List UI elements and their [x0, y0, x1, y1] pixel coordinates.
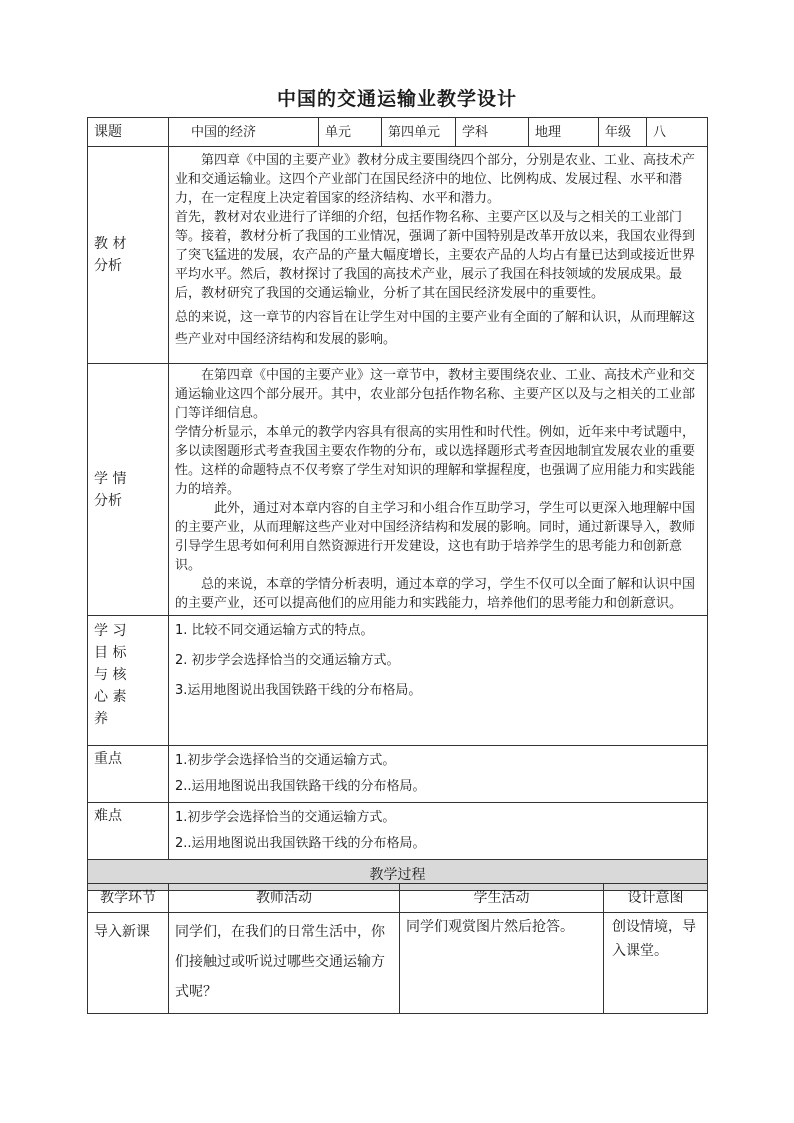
subject-value: 地理: [529, 118, 599, 147]
topic-value: 中国的经济: [169, 118, 319, 147]
objectives-label-5: 养: [94, 711, 108, 727]
key-points-row: [88, 746, 708, 803]
learner-analysis-label-2: 分析: [94, 492, 122, 509]
lesson-plan-table: [87, 117, 708, 891]
document-title: 中国的交通运输业教学设计: [276, 88, 517, 110]
grade-label: 年级: [599, 118, 647, 147]
process-table: [87, 883, 708, 1014]
material-analysis-p2: 首先，教材对农业进行了详细的介绍，包括作物名称、主要产区以及与之相关的工业部门等。接着，教材分析了我国的工业情况，强调了新中国特别是改革开放以来，我国农业得到了突飞猛进的发展，农产品的产量大幅度增长，主要农产品的人均占有量已达到或接近世界平均水平。然后，教材探讨了我国的高技术产业，展示了我国在科技领域的发展成果。最后，教材研究了我国的交通运输业，分析了其在国民经济发展中的重要性。: [175, 210, 696, 301]
learner-analysis-p3: 此外，通过对本章内容的自主学习和小组合作互助学习，学生可以更深入地理解中国的主要产业，从而理解这些产业对中国经济结构和发展的影响。同时，通过新课导入，教师引导学生思考如何利用自然资源进行开发建设，这也有助于培养学生的思考能力和创新意识。: [175, 501, 696, 573]
material-analysis-label-2: 分析: [94, 258, 122, 274]
key-points-label: 重点: [88, 746, 169, 803]
difficult-point-1: 1.初步学会选择恰当的交通运输方式。: [175, 810, 396, 825]
process-row: [88, 913, 708, 1014]
key-point-2: 2..运用地图说出我国铁路干线的分布格局。: [175, 779, 426, 794]
objective-item-1: 1. 比较不同交通运输方式的特点。: [175, 623, 374, 638]
learner-analysis-label-1: 学 情: [94, 470, 127, 487]
material-analysis-p3: 总的来说，这一章节的内容旨在让学生对中国的主要产业有全面的了解和认识，从而理解这些产业对中国经济结构和发展的影响。: [175, 310, 696, 347]
difficult-points-row: [88, 803, 708, 860]
learner-analysis-p2: 学情分析显示，本单元的教学内容具有很高的实用性和时代性。例如，近年来中考试题中，多以读图题形式考查我国主要农作物的分布，或以选择题形式考查因地制宜发展农业的重要性。这样的命题特点不仅考察了学生对知识的理解和掌握程度，也强调了应用能力和实践能力的培养。: [175, 425, 696, 497]
objectives-label-1: 学 习: [94, 623, 127, 639]
col-header-stage: 教学环节: [88, 884, 169, 913]
objective-item-3: 3.运用地图说出我国铁路干线的分布格局。: [175, 683, 422, 698]
learner-analysis-row: [88, 364, 708, 616]
objectives-row: [88, 616, 708, 746]
objectives-label-4: 心 素: [94, 689, 127, 705]
objectives-label-3: 与 核: [94, 667, 127, 683]
col-header-intent: 设计意图: [604, 884, 708, 913]
process-stage: 导入新课: [88, 913, 169, 1014]
key-point-1: 1.初步学会选择恰当的交通运输方式。: [175, 753, 396, 768]
objectives-label-2: 目 标: [94, 645, 127, 661]
col-header-student: 学生活动: [400, 884, 604, 913]
process-student-activity: 同学们观赏图片然后抢答。: [400, 913, 604, 1014]
learner-analysis-p1: 在第四章《中国的主要产业》这一章节中，教材主要围绕农业、工业、高技术产业和交通运输业这四个部分展开。其中，农业部分包括作物名称、主要产区以及与之相关的工业部门等详细信息。: [175, 368, 696, 421]
process-design-intent: 创设情境，导入课堂。: [604, 913, 708, 1014]
material-analysis-p1: 第四章《中国的主要产业》教材分成主要围绕四个部分，分别是农业、工业、高技术产业和交通运输业。这四个产业部门在国民经济中的地位、比例构成、发展过程、水平和潜力，在一定程度上决定着国家的经济结构、水平和潜力。: [175, 153, 696, 206]
subject-label: 学科: [456, 118, 529, 147]
difficult-point-2: 2..运用地图说出我国铁路干线的分布格局。: [175, 836, 426, 851]
unit-label: 单元: [319, 118, 382, 147]
learner-analysis-p4: 总的来说，本章的学情分析表明，通过本章的学习，学生不仅可以全面了解和认识中国的主要产业，还可以提高他们的应用能力和实践能力，培养他们的思考能力和创新意识。: [175, 577, 696, 611]
col-header-teacher: 教师活动: [169, 884, 400, 913]
material-analysis-label-1: 教 材: [94, 236, 127, 252]
process-header-row: [88, 884, 708, 913]
process-teacher-activity: 同学们，在我们的日常生活中，你们接触过或听说过哪些交通运输方式呢？: [169, 913, 400, 1014]
process-bar: 教学过程: [88, 860, 708, 891]
material-analysis-row: [88, 147, 708, 364]
objective-item-2: 2. 初步学会选择恰当的交通运输方式。: [175, 653, 400, 668]
header-row: [88, 118, 708, 147]
unit-value: 第四单元: [382, 118, 456, 147]
grade-value: 八: [647, 118, 708, 147]
topic-label: 课题: [88, 118, 169, 147]
difficult-points-label: 难点: [88, 803, 169, 860]
